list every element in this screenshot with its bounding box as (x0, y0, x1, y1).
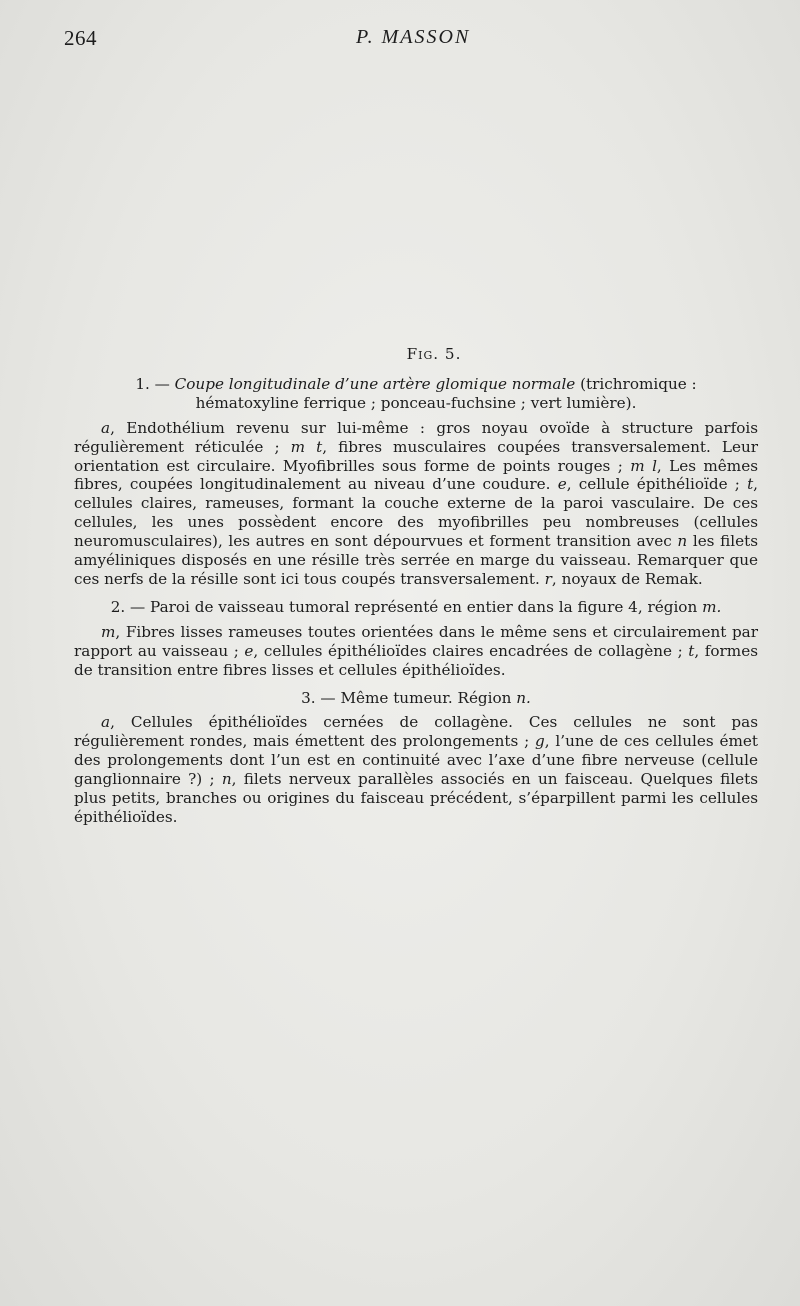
section-1-body (74, 419, 758, 589)
section-title-italic-end: m. (702, 597, 722, 616)
section-title-rest: (trichromique : hématoxyline ferrique ; ponceau-fuchsine ; vert lumière). (195, 374, 697, 412)
figure-letter-label: r (544, 569, 552, 588)
figure-caption (74, 345, 758, 836)
caption-text: , Cellules épithélioïdes cernées de collagène. Ces cellules ne sont pas régulièrement rondes, mais émettent des prolongements ; (74, 713, 758, 751)
figure-letter-label: t (688, 641, 695, 660)
figure-letter-label: n (677, 532, 688, 551)
section-number: 3. (301, 688, 316, 707)
caption-text: , cellule épithélioïde ; (566, 475, 748, 494)
figure-letter-label: n (221, 770, 232, 789)
caption-text: , filets nerveux parallèles associés en un faisceau. Quelques filets plus petits, branches ou origines du faisceau précédent, s’éparpillent parmi les cellules épithélioïdes. (74, 770, 759, 826)
figure-label: Fig. 5. (406, 345, 462, 363)
figure-letter-label: g (535, 732, 545, 751)
caption-text: , Endothélium revenu sur lui-même : gros noyau ovoïde à structure parfois régulièrement réticulée ; (74, 418, 758, 456)
section-dash: — (149, 374, 175, 393)
figure-letter-label: a (101, 713, 111, 732)
figure-letter-label: a (101, 418, 111, 437)
page-number: 264 (64, 26, 97, 50)
figure-letter-label: m (101, 622, 116, 641)
figure-letter-label: m l (630, 456, 657, 475)
caption-text: , formes de transition entre fibres lisses et cellules épithélioïdes. (74, 641, 758, 679)
section-3-body (74, 713, 758, 826)
section-3-heading (74, 689, 758, 708)
section-dash: — (315, 688, 341, 707)
caption-text: , cellules claires, rameuses, formant la couche externe de la paroi vasculaire. De ces cellules, les unes possèdent encore des myofibrilles peu nombreuses (cellules neuromusculaires), les autres en sont dépourvues et forment transition avec (74, 475, 758, 551)
figure-letter-label: e (244, 641, 254, 660)
caption-text: , Les mêmes fibres, coupées longitudinalement au niveau d’une coudure. (74, 456, 758, 494)
section-2-body (74, 623, 758, 680)
figure-letter-label: e (557, 475, 567, 494)
page-header (64, 26, 736, 56)
figure-letter-label: m t (290, 437, 323, 456)
caption-text: les filets amyéliniques disposés en une résille très serrée en marge du vaisseau. Remarquer que ces nerfs de la résille sont ici tous coupés transversalement. (74, 532, 758, 588)
section-number: 2. (110, 597, 126, 616)
section-title: Même tumeur. Région (340, 688, 517, 707)
figure-letter-label: t (747, 475, 754, 494)
section-title-italic-end: n. (516, 688, 531, 707)
section-dash: — (125, 597, 151, 616)
caption-text: , Fibres lisses rameuses toutes orientées dans le même sens et circulairement par rapport au vaisseau ; (74, 622, 758, 660)
section-number: 1. (135, 374, 150, 393)
section-1-heading (74, 375, 758, 413)
caption-text: , cellules épithélioïdes claires encadrées de collagène ; (253, 641, 689, 660)
running-head: P. MASSON (356, 26, 471, 48)
caption-text: , fibres musculaires coupées transversalement. Leur orientation est circulaire. Myofibrilles sous forme de points rouges ; (74, 437, 758, 475)
caption-text: , l’une de ces cellules émet des prolongements dont l’un est en continuité avec l’axe d’une fibre nerveuse (cellule ganglionnaire ?) ; (74, 732, 758, 789)
section-2-heading (74, 598, 758, 617)
caption-text: , noyaux de Remak. (551, 569, 703, 588)
section-title-italic: Coupe longitudinale d’une artère glomique normale (174, 374, 576, 393)
section-title: Paroi de vaisseau tumoral représenté en entier dans la figure 4, région (150, 597, 703, 616)
